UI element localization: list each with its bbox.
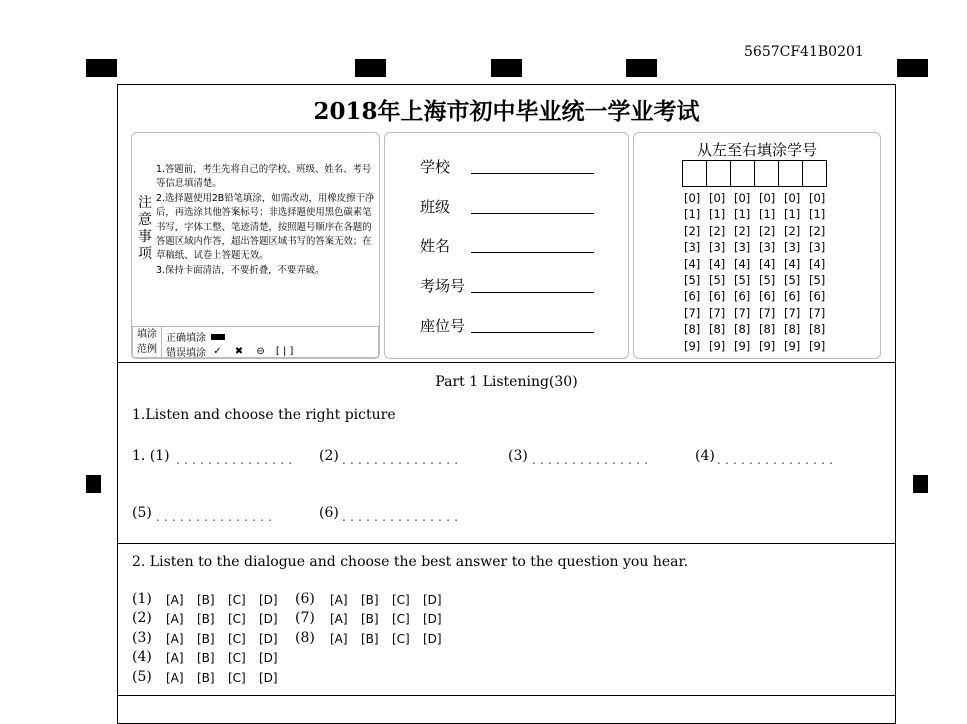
- digit-bubble[interactable]: [3]: [784, 240, 801, 255]
- digit-row: [684, 239, 834, 255]
- exam-room-label: 考场号: [420, 277, 466, 295]
- digit-bubble[interactable]: [3]: [684, 240, 701, 255]
- digit-bubble[interactable]: [0]: [734, 191, 751, 205]
- digit-row: [684, 288, 834, 304]
- digit-bubble[interactable]: [0]: [784, 191, 801, 205]
- option-bubble[interactable]: [A]: [166, 631, 184, 646]
- q1-instruction: 1.Listen and choose the right picture: [132, 407, 396, 423]
- option-bubble[interactable]: [C]: [228, 612, 246, 627]
- filled-block-icon: [211, 334, 225, 340]
- answer-sheet: [117, 84, 896, 724]
- question-number: (2): [132, 610, 152, 627]
- digit-bubble[interactable]: [7]: [759, 305, 776, 320]
- digit-bubble[interactable]: [3]: [759, 240, 776, 255]
- digit-bubble[interactable]: [6]: [734, 289, 751, 304]
- section-divider: [118, 362, 895, 363]
- notice-panel: [131, 132, 380, 359]
- digit-row: [684, 206, 834, 222]
- answer-blank[interactable]: ...............: [532, 453, 653, 467]
- fill-example-label: 填涂 范例: [133, 327, 162, 357]
- digit-bubble[interactable]: [1]: [734, 207, 751, 222]
- digit-row: [684, 305, 834, 321]
- digit-bubble[interactable]: [3]: [809, 240, 826, 255]
- question-number: (3): [132, 629, 152, 646]
- digit-bubble[interactable]: [6]: [709, 289, 726, 304]
- seat-field[interactable]: [471, 332, 594, 333]
- digit-row: [684, 321, 834, 337]
- option-bubble[interactable]: [A]: [166, 651, 184, 666]
- answer-options: [330, 593, 454, 607]
- student-id-panel: [633, 132, 881, 359]
- digit-bubble[interactable]: [1]: [759, 207, 776, 222]
- digit-bubble[interactable]: [5]: [684, 273, 701, 288]
- digit-bubble[interactable]: [3]: [709, 240, 726, 255]
- digit-bubble[interactable]: [9]: [684, 338, 701, 353]
- digit-bubble[interactable]: [7]: [809, 305, 826, 320]
- option-bubble[interactable]: [B]: [197, 651, 215, 666]
- question-number: (8): [295, 629, 315, 646]
- digit-bubble[interactable]: [2]: [709, 223, 726, 238]
- correct-fill-row: 正确填涂: [166, 329, 225, 344]
- q2-instruction: 2. Listen to the dialogue and choose the best answer to the question you hear.: [132, 554, 689, 570]
- option-bubble[interactable]: [A]: [330, 612, 348, 627]
- registration-mark: [491, 59, 522, 77]
- digit-row: [684, 338, 834, 354]
- answer-blank[interactable]: ...............: [176, 453, 297, 467]
- option-bubble[interactable]: [C]: [228, 651, 246, 666]
- answer-blank[interactable]: ...............: [342, 453, 463, 467]
- digit-bubble[interactable]: [9]: [784, 338, 801, 353]
- digit-bubble[interactable]: [0]: [684, 191, 701, 205]
- student-id-box[interactable]: [754, 160, 779, 187]
- digit-bubble[interactable]: [1]: [709, 207, 726, 222]
- question-number: (6): [295, 591, 315, 607]
- question-number: (5): [132, 668, 152, 685]
- section-divider: [118, 695, 895, 696]
- option-bubble[interactable]: [D]: [423, 593, 442, 607]
- digit-bubble[interactable]: [0]: [709, 191, 726, 205]
- name-label: 姓名: [420, 237, 451, 255]
- part1-heading: Part 1 Listening(30): [435, 374, 578, 390]
- digit-bubble[interactable]: [8]: [759, 322, 776, 337]
- answer-options: [330, 612, 454, 626]
- option-bubble[interactable]: [B]: [361, 612, 379, 627]
- digit-bubble[interactable]: [9]: [759, 338, 776, 353]
- answer-options: [166, 671, 290, 685]
- registration-mark: [626, 59, 657, 77]
- question-number: (1): [132, 591, 152, 607]
- digit-bubble[interactable]: [7]: [709, 305, 726, 320]
- q1-item-label: 1. (1): [132, 448, 170, 464]
- option-bubble[interactable]: [A]: [166, 670, 184, 685]
- student-id-boxes: [682, 160, 826, 187]
- digit-bubble[interactable]: [2]: [684, 223, 701, 238]
- q1-item-label: (2): [319, 448, 339, 464]
- notice-text: [156, 163, 378, 278]
- digit-bubble[interactable]: [0]: [809, 191, 826, 205]
- student-id-box[interactable]: [730, 160, 755, 187]
- registration-mark: [86, 59, 117, 77]
- option-bubble[interactable]: [B]: [197, 670, 215, 685]
- class-label: 班级: [420, 198, 451, 216]
- circle-mark-icon: ⊖: [256, 346, 265, 357]
- option-bubble[interactable]: [C]: [392, 631, 410, 646]
- question-number: (7): [295, 610, 315, 627]
- digit-bubble[interactable]: [7]: [734, 305, 751, 320]
- student-id-digit-grid: [684, 190, 834, 354]
- answer-options: [330, 632, 454, 646]
- digit-bubble[interactable]: [6]: [784, 289, 801, 304]
- notice-item: 2.选择题使用2B铅笔填涂，如需改动，用橡皮擦干净后，再选涂其他答案标号；非选择题使用黑色碳素笔书写，字体工整、笔迹清楚，按照题号顺序在各题的答题区域内作答，超出答题区域书写的答案无效；在草稿纸、试卷上答题无效。: [156, 192, 375, 262]
- question-number: (4): [132, 649, 152, 666]
- option-bubble[interactable]: [D]: [259, 631, 278, 646]
- registration-mark: [897, 59, 928, 77]
- option-bubble[interactable]: [D]: [259, 651, 278, 666]
- digit-bubble[interactable]: [4]: [684, 256, 701, 271]
- digit-bubble[interactable]: [2]: [784, 223, 801, 238]
- digit-bubble[interactable]: [4]: [734, 256, 751, 271]
- answer-blank[interactable]: ...............: [717, 453, 838, 467]
- digit-bubble[interactable]: [8]: [809, 322, 826, 337]
- digit-bubble[interactable]: [1]: [809, 207, 826, 222]
- fill-example: [132, 326, 379, 358]
- option-bubble[interactable]: [D]: [259, 670, 278, 685]
- digit-bubble[interactable]: [9]: [709, 338, 726, 353]
- answer-options: [166, 612, 290, 626]
- digit-row: [684, 272, 834, 288]
- option-bubble[interactable]: [D]: [259, 593, 278, 607]
- answer-blank[interactable]: ...............: [156, 510, 277, 524]
- section-divider: [118, 543, 895, 544]
- option-bubble[interactable]: [B]: [361, 593, 379, 607]
- digit-bubble[interactable]: [8]: [784, 322, 801, 337]
- option-bubble[interactable]: [C]: [228, 670, 246, 685]
- line-mark-icon: [ | ]: [275, 346, 294, 357]
- option-bubble[interactable]: [D]: [423, 631, 442, 646]
- exam-room-field[interactable]: [471, 292, 594, 293]
- info-panel: [384, 132, 629, 359]
- notice-item: 3.保持卡面清洁，不要折叠，不要弄破。: [156, 264, 325, 276]
- digit-row: [684, 256, 834, 272]
- digit-bubble[interactable]: [7]: [784, 305, 801, 320]
- digit-row: [684, 223, 834, 239]
- option-bubble[interactable]: [C]: [392, 612, 410, 627]
- option-bubble[interactable]: [C]: [392, 593, 410, 607]
- student-id-title: 从左至右填涂学号: [696, 141, 817, 159]
- digit-bubble[interactable]: [8]: [734, 322, 751, 337]
- cross-mark-icon: ✖: [234, 346, 244, 357]
- digit-bubble[interactable]: [3]: [734, 240, 751, 255]
- digit-bubble[interactable]: [8]: [684, 322, 701, 337]
- digit-bubble[interactable]: [6]: [684, 289, 701, 304]
- digit-bubble[interactable]: [9]: [734, 338, 751, 353]
- class-field[interactable]: [471, 213, 594, 214]
- option-bubble[interactable]: [C]: [228, 593, 246, 607]
- wrong-fill-row: 错误填涂 ✓ ✖ ⊖ [ | ]: [166, 346, 294, 359]
- digit-bubble[interactable]: [5]: [734, 273, 751, 288]
- option-bubble[interactable]: [D]: [259, 612, 278, 627]
- answer-options: [166, 593, 290, 607]
- digit-bubble[interactable]: [2]: [759, 223, 776, 238]
- digit-bubble[interactable]: [5]: [709, 273, 726, 288]
- digit-bubble[interactable]: [1]: [684, 207, 701, 222]
- school-field[interactable]: [471, 173, 594, 174]
- student-id-box[interactable]: [802, 160, 827, 187]
- registration-mark: [355, 59, 386, 77]
- digit-bubble[interactable]: [4]: [809, 256, 826, 271]
- digit-bubble[interactable]: [5]: [784, 273, 801, 288]
- digit-bubble[interactable]: [1]: [784, 207, 801, 222]
- option-bubble[interactable]: [B]: [197, 593, 215, 607]
- option-bubble[interactable]: [B]: [361, 631, 379, 646]
- digit-bubble[interactable]: [0]: [759, 191, 776, 205]
- seat-label: 座位号: [420, 317, 466, 335]
- option-bubble[interactable]: [B]: [197, 631, 215, 646]
- q1-item-label: (4): [695, 448, 715, 464]
- name-field[interactable]: [471, 252, 594, 253]
- option-bubble[interactable]: [A]: [330, 631, 348, 646]
- digit-row: [684, 190, 834, 206]
- notice-label: 注 意 事 项: [138, 195, 152, 262]
- digit-bubble[interactable]: [6]: [759, 289, 776, 304]
- student-id-box[interactable]: [778, 160, 803, 187]
- digit-bubble[interactable]: [2]: [809, 223, 826, 238]
- digit-bubble[interactable]: [6]: [809, 289, 826, 304]
- school-label: 学校: [420, 158, 451, 176]
- answer-options: [166, 651, 290, 665]
- notice-item: 1.答题前，考生先将自己的学校、班级、姓名、考号等信息填清楚。: [156, 164, 372, 190]
- option-bubble[interactable]: [A]: [166, 612, 184, 627]
- q1-item-label: (5): [132, 505, 152, 521]
- option-bubble[interactable]: [C]: [228, 631, 246, 646]
- digit-bubble[interactable]: [4]: [759, 256, 776, 271]
- registration-mark: [913, 475, 928, 493]
- option-bubble[interactable]: [A]: [330, 593, 348, 607]
- digit-bubble[interactable]: [9]: [809, 338, 826, 353]
- q1-item-label: (6): [319, 505, 339, 521]
- digit-bubble[interactable]: [8]: [709, 322, 726, 337]
- q1-item-label: (3): [508, 448, 528, 464]
- digit-bubble[interactable]: [4]: [709, 256, 726, 271]
- sheet-code: 5657CF41B0201: [744, 44, 864, 60]
- registration-mark: [86, 475, 101, 493]
- digit-bubble[interactable]: [4]: [784, 256, 801, 271]
- student-id-box[interactable]: [682, 160, 707, 187]
- digit-bubble[interactable]: [5]: [809, 273, 826, 288]
- answer-options: [166, 632, 290, 646]
- digit-bubble[interactable]: [2]: [734, 223, 751, 238]
- option-bubble[interactable]: [B]: [197, 612, 215, 627]
- student-id-box[interactable]: [706, 160, 731, 187]
- digit-bubble[interactable]: [5]: [759, 273, 776, 288]
- option-bubble[interactable]: [A]: [166, 593, 184, 607]
- check-mark-icon: ✓: [213, 346, 222, 357]
- option-bubble[interactable]: [D]: [423, 612, 442, 627]
- exam-title: 2018年上海市初中毕业统一学业考试: [313, 98, 700, 125]
- digit-bubble[interactable]: [7]: [684, 305, 701, 320]
- answer-blank[interactable]: ...............: [342, 510, 463, 524]
